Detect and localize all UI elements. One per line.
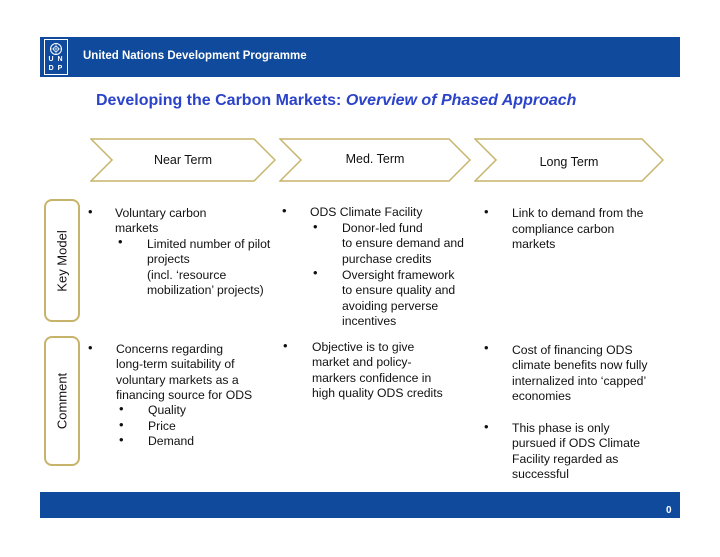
text-line: to ensure quality and <box>342 283 456 297</box>
text-line: internalized into ‘capped’ <box>512 374 647 388</box>
row-label-comment <box>44 336 80 466</box>
text-line: long-term suitability of <box>116 357 235 371</box>
text-line: markers confidence in <box>312 371 432 385</box>
comment-long <box>484 340 680 485</box>
comment-med <box>283 338 483 408</box>
text-line: (incl. ‘resource <box>147 268 227 282</box>
text-line: compliance carbon <box>512 222 615 236</box>
text-line: Voluntary carbon <box>115 206 207 220</box>
text-line: Quality <box>148 403 186 417</box>
key-model-long <box>484 204 680 264</box>
text-line: projects <box>147 252 190 266</box>
bullet-icon: • <box>119 432 124 447</box>
bullet-icon: • <box>313 265 318 280</box>
title-emphasis: Overview of Phased Approach <box>345 92 577 109</box>
text-line: avoiding perverse <box>342 299 439 313</box>
text-line: Facility regarded as <box>512 452 619 466</box>
page-number: 0 <box>666 505 672 516</box>
bullet-icon: • <box>282 203 287 218</box>
bullet-icon: • <box>283 338 288 353</box>
text-line: markets <box>115 221 159 235</box>
text-line: pursued if ODS Climate <box>512 436 641 450</box>
text-line: Demand <box>148 434 195 448</box>
text-line: financing source for ODS <box>116 388 253 402</box>
text-line: Link to demand from the <box>512 206 644 220</box>
phase-label: Med. Term <box>345 152 405 166</box>
bullet-icon: • <box>484 419 489 434</box>
text-line: Donor-led fund <box>342 221 423 235</box>
bullet-icon: • <box>484 340 489 355</box>
un-emblem-icon <box>49 42 63 56</box>
text-line: voluntary markets as a <box>116 373 239 387</box>
text-line: This phase is only <box>512 421 610 435</box>
key-model-med <box>282 203 492 333</box>
logo-letters-un: U N <box>48 56 64 63</box>
text-line: successful <box>512 467 569 481</box>
text-line: Price <box>148 419 176 433</box>
phase-label: Long Term <box>539 155 599 169</box>
text-line: mobilization’ projects) <box>147 283 264 297</box>
text-line: Cost of financing ODS <box>512 343 633 357</box>
text-line: markets <box>512 237 556 251</box>
text-line: economies <box>512 389 571 403</box>
text-line: Oversight framework <box>342 268 455 282</box>
text-line: ODS Climate Facility <box>310 205 423 219</box>
text-line: Limited number of pilot <box>147 237 271 251</box>
text-line: market and policy- <box>312 355 412 369</box>
text-line: Objective is to give <box>312 340 415 354</box>
bullet-icon: • <box>119 401 124 416</box>
bullet-icon: • <box>313 219 318 234</box>
logo-letters <box>45 55 67 73</box>
title-main: Developing the Carbon Markets: <box>96 92 346 109</box>
text-line: Concerns regarding <box>116 342 224 356</box>
undp-logo <box>44 39 68 75</box>
row-label-text: Comment <box>54 372 70 430</box>
bullet-icon: • <box>88 204 93 219</box>
bullet-icon: • <box>119 417 124 432</box>
text-line: incentives <box>342 314 397 328</box>
bullet-icon: • <box>484 204 489 219</box>
phase-long-term <box>474 138 664 182</box>
phase-label: Near Term <box>153 153 213 167</box>
text-line: to ensure demand and <box>342 236 464 250</box>
text-line: high quality ODS credits <box>312 386 443 400</box>
text-line: climate benefits now fully <box>512 358 648 372</box>
text-line: purchase credits <box>342 252 432 266</box>
logo-letters-dp: D P <box>48 65 64 72</box>
row-label-key-model <box>44 199 80 322</box>
org-name: United Nations Development Programme <box>83 50 307 62</box>
phase-med-term <box>279 138 471 182</box>
bullet-icon: • <box>118 234 123 249</box>
footer-bar <box>40 492 680 518</box>
slide-title <box>96 92 576 110</box>
row-label-text: Key Model <box>54 229 70 292</box>
phase-near-term <box>90 138 276 182</box>
key-model-near <box>88 204 288 314</box>
comment-near <box>88 340 288 455</box>
bullet-icon: • <box>88 340 93 355</box>
